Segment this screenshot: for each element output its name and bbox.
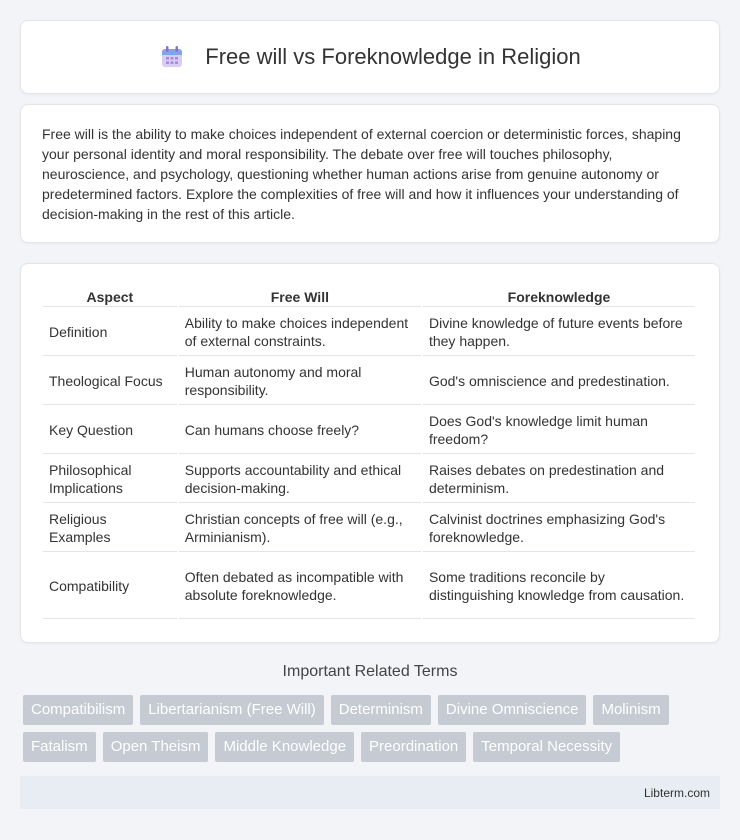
table-cell-free-will: Christian concepts of free will (e.g., Arminianism). [179,505,421,552]
intro-text: Free will is the ability to make choices independent of external coercion or deterministic forces, shaping your personal identity and moral responsibility. The debate over free will touches philosophy, neuroscience, and psychology, questioning whether human actions arise from genuine autonomy or predetermined factors. Explore the complexities of free will and how it influences your understanding of decision-making in the rest of this article. [42,126,681,222]
table-cell-aspect: Theological Focus [43,358,177,405]
table-cell-free-will: Supports accountability and ethical decision-making. [179,456,421,503]
table-cell-aspect: Compatibility [43,554,177,619]
page-footer [20,776,720,809]
table-cell-aspect: Philosophical Implications [43,456,177,503]
table-row [43,358,695,405]
column-header-foreknowledge: Foreknowledge [423,286,695,307]
footer-site-link[interactable]: Libterm.com [643,785,710,800]
comparison-card [20,263,720,643]
term-tag-molinism[interactable]: Molinism [593,695,668,725]
table-cell-aspect: Key Question [43,407,177,454]
table-cell-free-will: Ability to make choices independent of external constraints. [179,309,421,356]
table-cell-foreknowledge: Divine knowledge of future events before they happen. [423,309,695,356]
intro-card [20,104,720,243]
table-row [43,505,695,552]
table-header-row [43,286,695,307]
table-row [43,554,695,619]
table-cell-aspect: Definition [43,309,177,356]
calendar-icon [159,44,185,70]
term-tag-open-theism[interactable]: Open Theism [103,732,209,762]
page-header [20,20,720,94]
term-tag-divine-omniscience[interactable]: Divine Omniscience [438,695,587,725]
table-cell-free-will: Human autonomy and moral responsibility. [179,358,421,405]
table-cell-foreknowledge: Some traditions reconcile by distinguishing knowledge from causation. [423,554,695,619]
related-terms-title: Important Related Terms [282,663,458,680]
table-row [43,407,695,454]
table-cell-foreknowledge: Raises debates on predestination and determinism. [423,456,695,503]
term-tag-preordination[interactable]: Preordination [361,732,466,762]
term-tag-fatalism[interactable]: Fatalism [23,732,96,762]
term-tag-libertarianism[interactable]: Libertarianism (Free Will) [140,695,324,725]
term-tag-determinism[interactable]: Determinism [331,695,431,725]
term-tag-middle-knowledge[interactable]: Middle Knowledge [215,732,354,762]
term-tag-compatibilism[interactable]: Compatibilism [23,695,133,725]
table-cell-free-will: Often debated as incompatible with absolute foreknowledge. [179,554,421,619]
table-row [43,309,695,356]
page-title: Free will vs Foreknowledge in Religion [205,44,581,69]
table-cell-aspect: Religious Examples [43,505,177,552]
column-header-free-will: Free Will [179,286,421,307]
table-cell-foreknowledge: God's omniscience and predestination. [423,358,695,405]
table-row [43,456,695,503]
table-cell-foreknowledge: Does God's knowledge limit human freedom? [423,407,695,454]
column-header-aspect: Aspect [43,286,177,307]
table-cell-free-will: Can humans choose freely? [179,407,421,454]
comparison-table [41,284,697,621]
term-tag-temporal-necessity[interactable]: Temporal Necessity [473,732,620,762]
table-cell-foreknowledge: Calvinist doctrines emphasizing God's foreknowledge. [423,505,695,552]
related-terms-list [23,695,723,762]
